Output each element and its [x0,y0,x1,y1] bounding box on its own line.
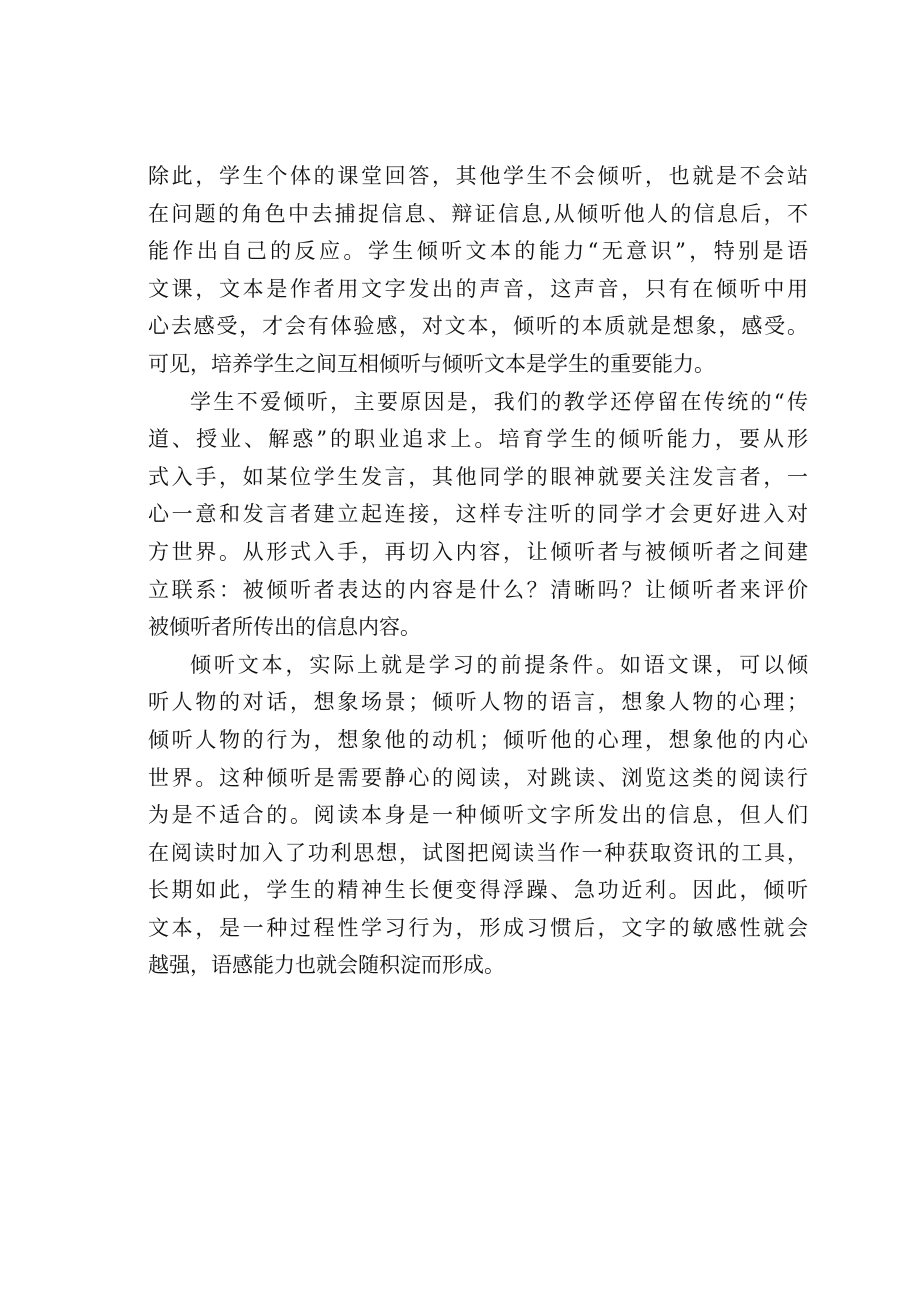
paragraph-1-line-2: 在问题的角色中去捕捉信息、辩证信息,从倾听他人的信息后，不 [148,201,808,226]
paragraph-1-line-4: 文课，文本是作者用文字发出的声音，这声音，只有在倾听中用 [148,276,808,301]
paragraph-1-line-3: 能作出自己的反应。学生倾听文本的能力“无意识”，特别是语 [148,239,808,264]
paragraph-2-line-2: 道、授业、解惑”的职业追求上。培育学生的倾听能力，要从形 [148,427,808,452]
paragraph-2-line-1: 学生不爱倾听，主要原因是，我们的教学还停留在传统的“传 [190,389,808,414]
paragraph-3-line-7: 长期如此，学生的精神生长便变得浮躁、急功近利。因此，倾听 [148,878,808,903]
paragraph-3-line-9: 越强，语感能力也就会随积淀而形成。 [148,953,505,978]
paragraph-3-line-4: 世界。这种倾听是需要静心的阅读，对跳读、浏览这类的阅读行 [148,765,808,790]
paragraph-2-line-3: 式入手，如某位学生发言，其他同学的眼神就要关注发言者，一 [148,464,808,489]
paragraph-2-line-7: 被倾听者所传出的信息内容。 [148,615,421,640]
body-text [148,158,808,985]
paragraph-1-line-5: 心去感受，才会有体验感，对文本，倾听的本质就是想象，感受。 [148,314,808,339]
paragraph-3-line-1: 倾听文本，实际上就是学习的前提条件。如语文课，可以倾 [190,652,808,677]
paragraph-1-line-6: 可见，培养学生之间互相倾听与倾听文本是学生的重要能力。 [148,351,715,376]
paragraph-2-line-4: 心一意和发言者建立起连接，这样专注听的同学才会更好进入对 [148,502,808,527]
paragraph-3-line-8: 文本，是一种过程性学习行为，形成习惯后，文字的敏感性就会 [148,915,808,940]
paragraph-2-line-5: 方世界。从形式入手，再切入内容，让倾听者与被倾听者之间建 [148,539,808,564]
paragraph-1-line-1: 除此，学生个体的课堂回答，其他学生不会倾听，也就是不会站 [148,164,808,188]
paragraph-3-line-2: 听人物的对话，想象场景；倾听人物的语言，想象人物的心理； [148,690,808,715]
paragraph-3-line-6: 在阅读时加入了功利思想，试图把阅读当作一种获取资讯的工具， [148,840,808,865]
paragraph-3-line-5: 为是不适合的。阅读本身是一种倾听文字所发出的信息，但人们 [148,803,808,828]
paragraph-3-line-3: 倾听人物的行为，想象他的动机；倾听他的心理，想象他的内心 [148,727,808,752]
paragraph-2-line-6: 立联系：被倾听者表达的内容是什么？清晰吗？让倾听者来评价 [148,577,808,602]
